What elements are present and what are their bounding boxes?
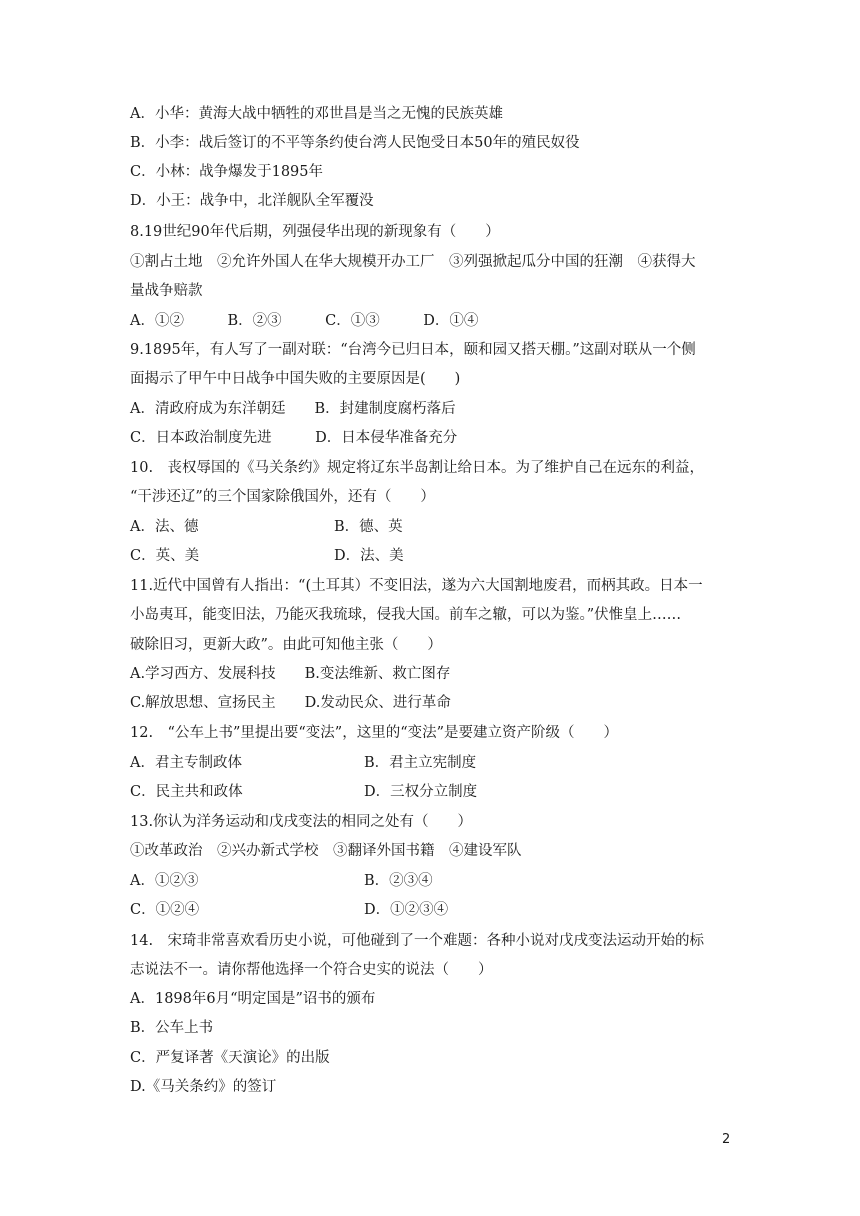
q11-stem-line2: 小岛夷耳，能变旧法，乃能灭我琉球，侵我大国。前车之辙，可以为鉴。”伏惟皇上…… bbox=[130, 607, 682, 623]
q14-stem-line2: 志说法不一。请你帮他选择一个符合史实的说法（ ） bbox=[130, 962, 493, 978]
q13-statements: ①改革政治 ②兴办新式学校 ③翻译外国书籍 ④建设军队 bbox=[130, 843, 522, 859]
page-number: 2 bbox=[722, 1132, 731, 1147]
q12-option-c: C．民主共和政体 bbox=[130, 784, 243, 800]
q14-option-b: B．公车上书 bbox=[130, 1020, 214, 1036]
q14-option-c: C．严复译著《天演论》的出版 bbox=[130, 1050, 330, 1066]
q13-option-b: B．②③④ bbox=[364, 873, 433, 889]
q13-option-d: D．①②③④ bbox=[364, 902, 449, 918]
q11-stem-line1: 11.近代中国曾有人指出：“(土耳其）不变旧法，遂为六大国割地废君，而柄其政。日本一 bbox=[130, 578, 703, 594]
q9-options-row2: C．日本政治制度先进 D．日本侵华准备充分 bbox=[130, 430, 458, 446]
q10-option-d: D．法、美 bbox=[334, 548, 404, 564]
q9-stem-line2: 面揭示了甲午中日战争中国失败的主要原因是( ) bbox=[130, 371, 461, 387]
q10-stem-line2: “干涉还辽”的三个国家除俄国外，还有（ ） bbox=[130, 489, 435, 505]
q7-option-b: B．小李：战后签订的不平等条约使台湾人民饱受日本50年的殖民奴役 bbox=[130, 135, 580, 151]
q7-option-c: C．小林：战争爆发于1895年 bbox=[130, 164, 323, 180]
q8-stem: 8.19世纪90年代后期，列强侵华出现的新现象有（ ） bbox=[130, 224, 500, 240]
q7-option-d: D．小王：战争中，北洋舰队全军覆没 bbox=[130, 193, 374, 209]
q9-stem-line1: 9.1895年，有人写了一副对联：“台湾今已归日本，颐和园又搭天棚。”这副对联从一个侧 bbox=[130, 342, 696, 358]
q14-stem-line1: 14. 宋琦非常喜欢看历史小说，可他碰到了一个难题：各种小说对戊戌变法运动开始的标 bbox=[130, 933, 705, 949]
q12-option-a: A．君主专制政体 bbox=[130, 755, 242, 771]
q11-stem-line3: 破除旧习，更新大政”。由此可知他主张（ ） bbox=[130, 637, 442, 653]
q10-option-c: C．英、美 bbox=[130, 548, 200, 564]
q8-statements-line2: 量战争赔款 bbox=[130, 283, 203, 299]
q14-option-a: A．1898年6月“明定国是”诏书的颁布 bbox=[130, 991, 376, 1007]
q13-stem: 13.你认为洋务运动和戊戌变法的相同之处有（ ） bbox=[130, 814, 473, 830]
q12-option-b: B．君主立宪制度 bbox=[364, 755, 477, 771]
q8-options: A．①② B．②③ C．①③ D．①④ bbox=[130, 313, 479, 329]
q10-option-a: A．法、德 bbox=[130, 519, 199, 535]
q14-option-d: D.《马关条约》的签订 bbox=[130, 1079, 277, 1095]
q9-options-row1: A．清政府成为东洋朝廷 B．封建制度腐朽落后 bbox=[130, 401, 456, 417]
q7-option-a: A．小华：黄海大战中牺牲的邓世昌是当之无愧的民族英雄 bbox=[130, 106, 503, 122]
q13-option-c: C．①②④ bbox=[130, 902, 200, 918]
q10-stem-line1: 10. 丧权辱国的《马关条约》规定将辽东半岛割让给日本。为了维护自己在远东的利益， bbox=[130, 460, 705, 476]
q11-options-row2: C.解放思想、宣扬民主 D.发动民众、进行革命 bbox=[130, 695, 451, 711]
q13-option-a: A．①②③ bbox=[130, 873, 199, 889]
q8-statements-line1: ①割占土地 ②允许外国人在华大规模开办工厂 ③列强掀起瓜分中国的狂潮 ④获得大 bbox=[130, 254, 696, 270]
q10-option-b: B．德、英 bbox=[334, 519, 403, 535]
q12-stem: 12. “公车上书”里提出要“变法”，这里的“变法”是要建立资产阶级（ ） bbox=[130, 725, 619, 741]
q12-option-d: D．三权分立制度 bbox=[364, 784, 478, 800]
q11-options-row1: A.学习西方、发展科技 B.变法维新、救亡图存 bbox=[130, 666, 451, 682]
